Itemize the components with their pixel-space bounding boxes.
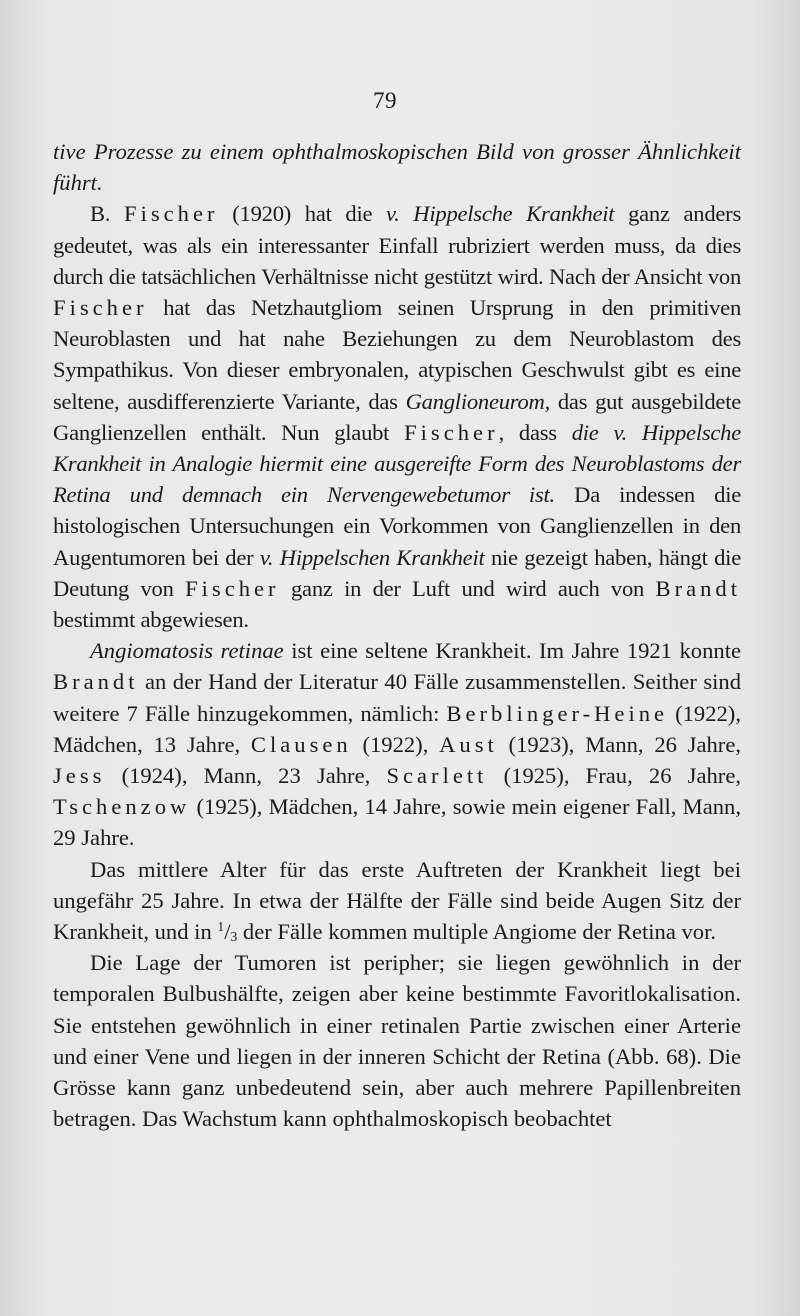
text-run: hat das Netzhautgliom seinen Ursprung in den primitiven Neuroblasten und hat nahe Beziehungen zu dem Neuroblastom des Sympathikus. Von dieser embryonalen, atypischen Geschwulst gibt es eine seltene, ausdifferenzierte Variante, das [53,295,741,414]
paragraph-continuation [53,136,741,198]
text-run: B. [90,201,124,227]
spaced-author-name: Berblinger-Heine [446,700,669,726]
paragraph-tumor-location [53,947,741,1134]
text-run: an der Hand der Literatur 40 Fälle zusammenstellen. Seither sind weitere 7 Fälle hinzugekommen, nämlich: [53,669,741,726]
text-run: / [224,919,231,945]
italic-text: tive Prozesse zu einem ophthalmoskopischen Bild von grosser Ähnlichkeit führt. [53,139,741,196]
text-run: (1923), Mann, 26 Jahre, [497,731,741,757]
text-run: Die Lage der Tumoren ist peripher; sie liegen gewöhnlich in der temporalen Bulbushälfte, zeigen aber keine bestimmte Favoritlokalisation. Sie entstehen gewöhnlich in einer retinalen Partie zwischen einer Arterie und einer Vene und liegen in der inneren Schicht der Retina (Abb. 68). Die Grösse kann ganz unbedeutend sein, aber auch mehrere Papillenbreiten betragen. Das Wachstum kann ophthalmoskopisch beobachtet [53,950,741,1132]
italic-text: Ganglioneurom, [405,388,550,414]
text-run: (1925), Mädchen, 14 Jahre, sowie mein eigener Fall, Mann, 29 Jahre. [53,794,741,851]
paragraph-angiomatosis-cases [53,635,741,853]
spaced-author-name: Clausen [250,731,352,757]
italic-text: v. Hippelschen Krankheit [259,544,485,570]
superscript: 1 [217,918,225,934]
text-run: (1922), [351,731,440,757]
text-run: der Fälle kommen multiple Angiome der Retina vor. [237,919,717,945]
italic-text: die v. Hippelsche Krankheit in Analogie hiermit eine ausgereifte Form des Neuroblastoms der Retina und demnach ein Nervengewebetumor ist. [53,419,741,508]
text-run: , dass [498,419,572,445]
italic-text: v. Hippelsche Krankheit [386,201,615,227]
text-run: (1924), Mann, 23 Jahre, [105,763,387,789]
spaced-author-name: Brandt [655,575,742,601]
spaced-author-name: Jess [53,763,106,789]
italic-text: Angiomatosis retinae [90,638,284,664]
text-run: (1920) hat die [218,201,387,227]
paragraph-age-frequency [53,854,741,948]
paragraph-fischer-theory [53,198,741,635]
spaced-author-name: Fischer [124,201,219,227]
text-run: (1922), Mädchen, 13 Jahre, [53,700,741,757]
spaced-author-name: Tschenzow [53,794,191,820]
spaced-author-name: Brandt [53,669,139,695]
spaced-author-name: Fischer [404,419,499,445]
text-run: (1925), Frau, 26 Jahre, [487,763,742,789]
spaced-author-name: Fischer [53,295,148,321]
text-run: Das mittlere Alter für das erste Auftreten der Krankheit liegt bei ungefähr 25 Jahre. In etwa der Hälfte der Fälle sind beide Augen Sitz der Krankheit, und in [53,856,741,945]
text-run: ist eine seltene Krankheit. Im Jahre 1921 konnte [283,638,741,664]
spaced-author-name: Scarlett [386,763,488,789]
spaced-author-name: Aust [439,731,498,757]
text-run: das gut ausgebildete Ganglienzellen enthält. Nun glaubt [53,388,742,445]
text-run: nie gezeigt haben, hängt die Deutung von [53,544,741,601]
page-number: 79 [373,88,397,113]
text-run: bestimmt abgewiesen. [53,607,249,633]
text-run: ganz in der Luft und wird auch von [279,575,656,601]
spaced-author-name: Fischer [185,575,280,601]
text-run: Da indessen die histologischen Untersuchungen ein Vorkommen von Ganglienzellen in den Augentumoren bei der [53,482,742,570]
subscript: 3 [230,929,238,945]
body-text [53,136,741,1135]
text-run: ganz anders gedeutet, was als ein interessanter Einfall rubriziert werden muss, da dies durch die tatsächlichen Verhältnisse nicht gestützt wird. Nach der Ansicht von [53,201,741,289]
